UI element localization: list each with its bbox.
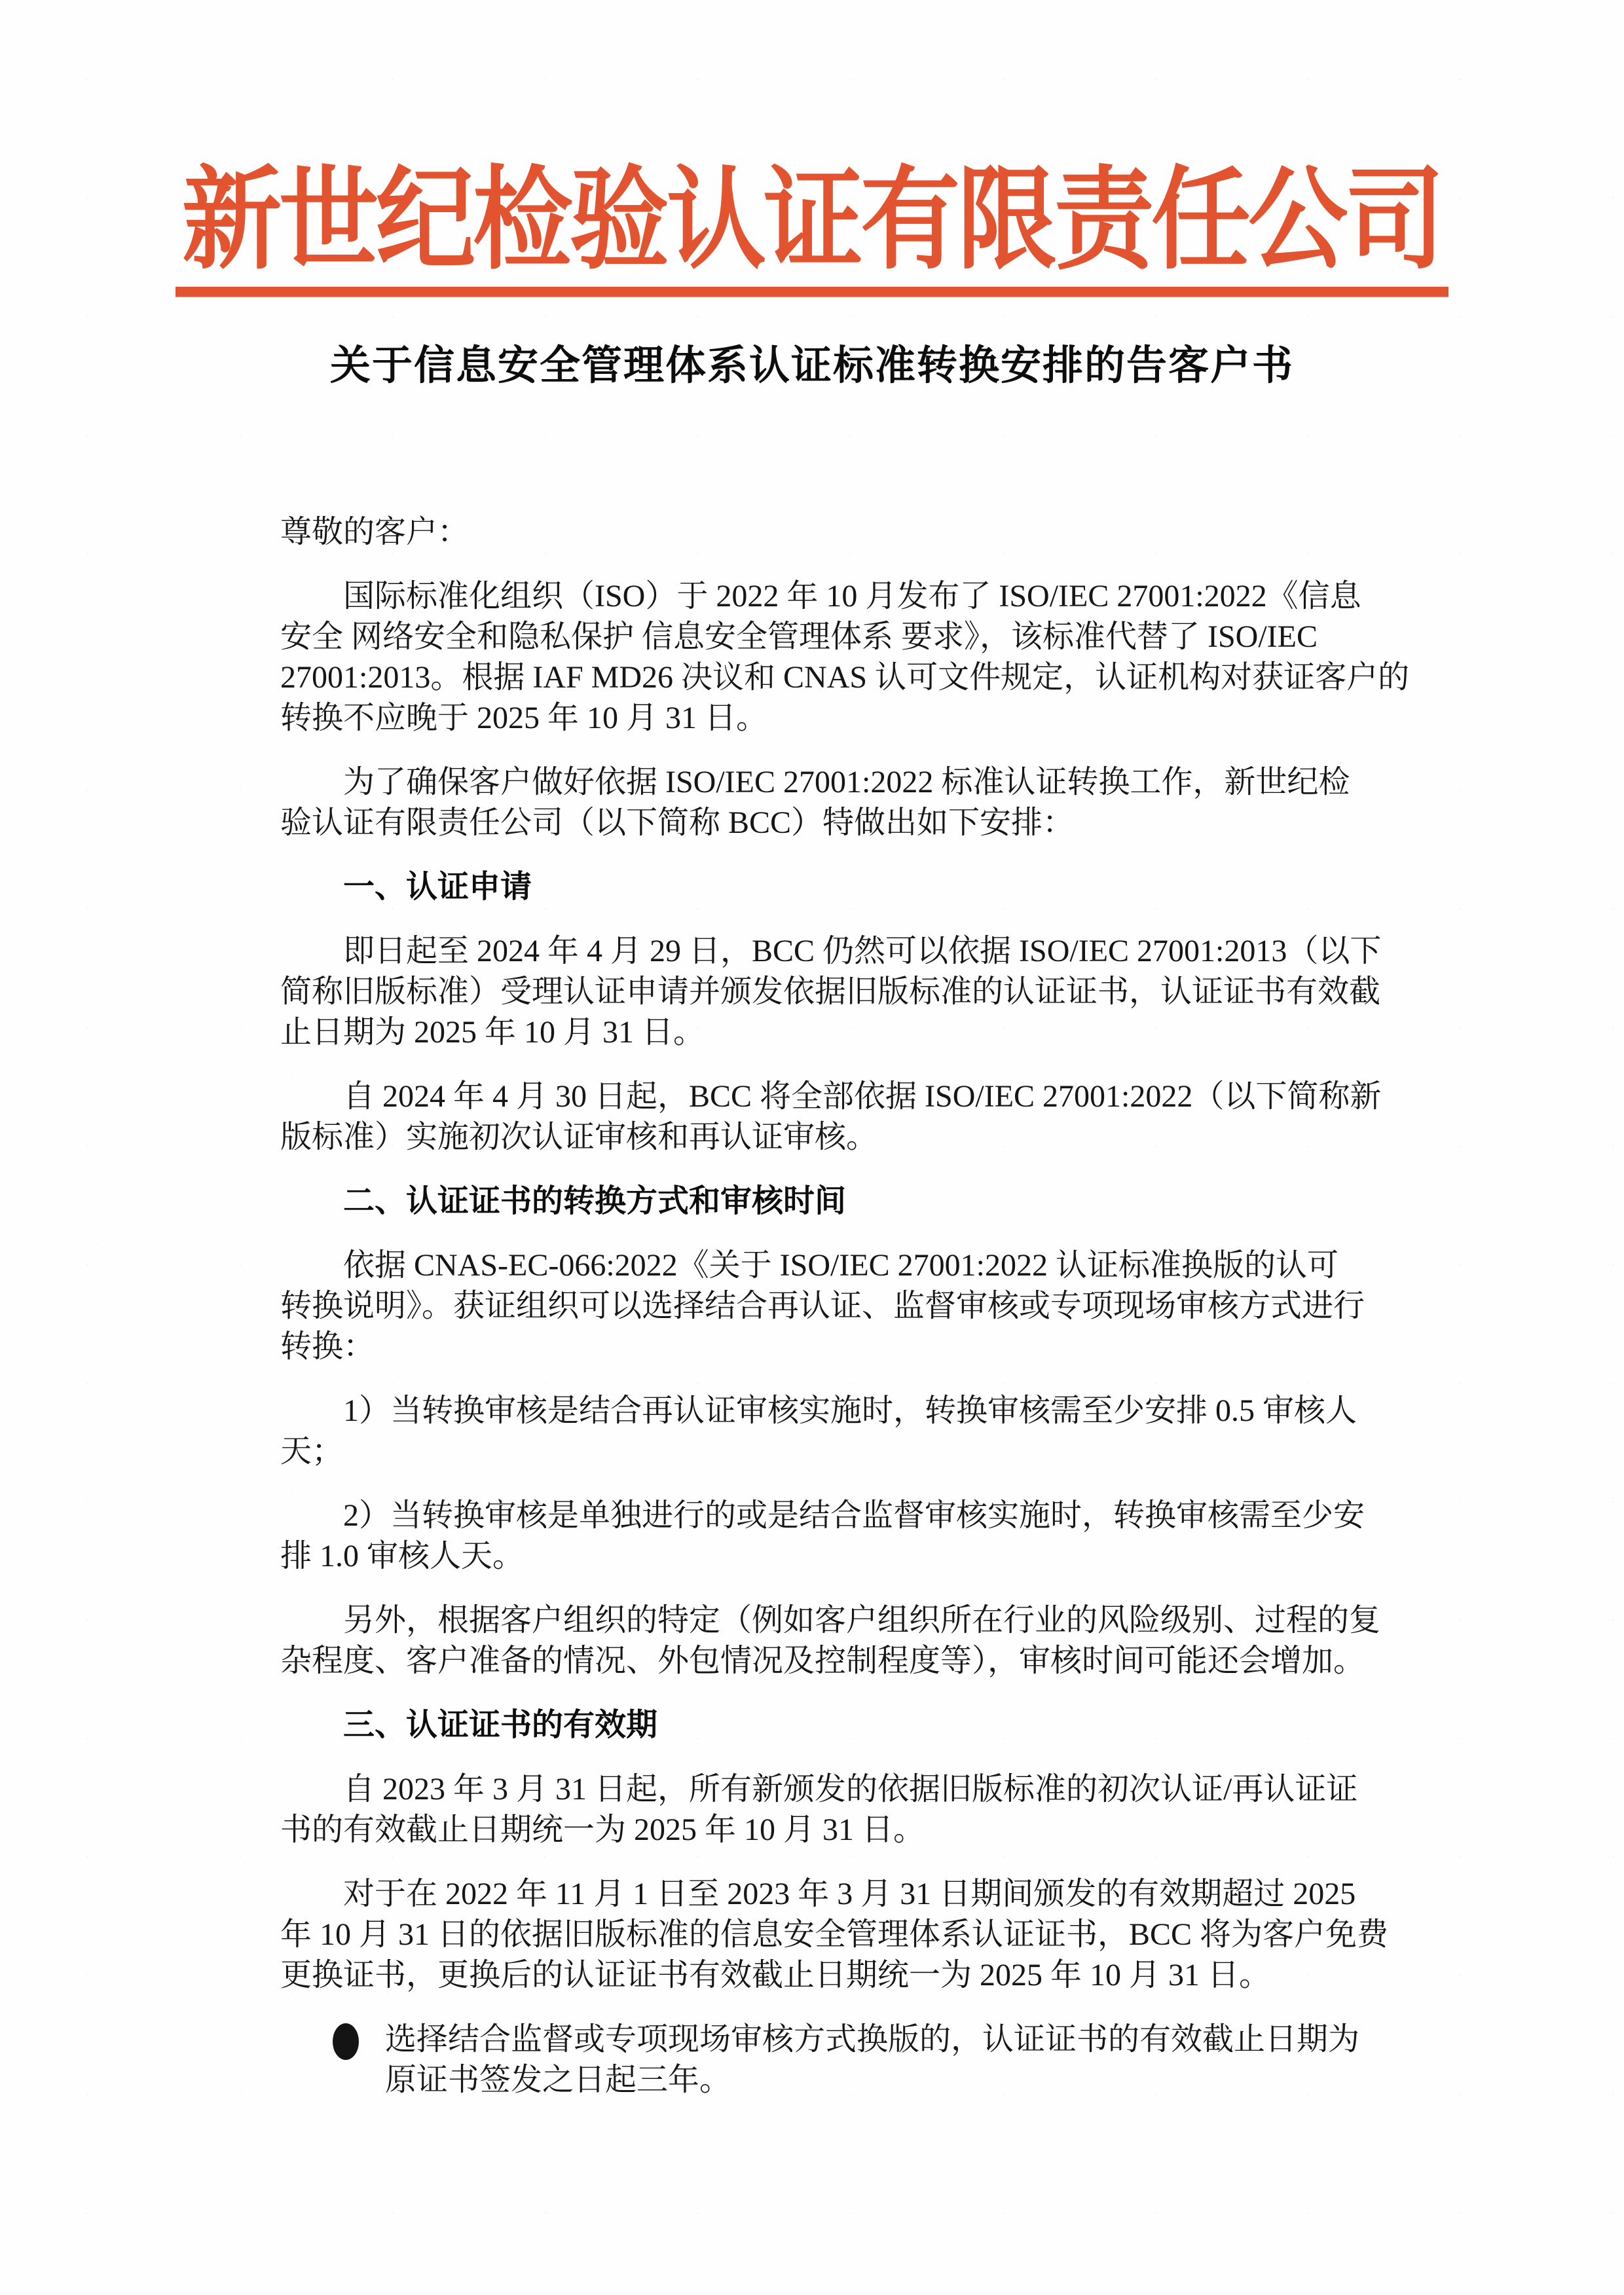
company-masthead xyxy=(0,159,1624,283)
paragraph xyxy=(280,1496,1390,1577)
text-line: 版标准）实施初次认证审核和再认证审核。 xyxy=(280,1120,878,1154)
text-line: 杂程度、客户准备的情况、外包情况及控制程度等），审核时间可能还会增加。 xyxy=(280,1643,1365,1678)
text-line: 排 1.0 审核人天。 xyxy=(280,1539,525,1573)
paragraph xyxy=(280,1769,1390,1850)
paragraph xyxy=(280,931,1390,1053)
bullet-item xyxy=(280,2019,1390,2101)
document-title: 关于信息安全管理体系认证标准转换安排的告客户书 xyxy=(329,343,1294,388)
salutation: 尊敬的客户： xyxy=(280,515,470,549)
company-title-text: 新世纪检验认证有限责任公司 xyxy=(175,165,1449,297)
section-heading xyxy=(280,1705,1390,1746)
text-line: 对于在 2022 年 11 月 1 日至 2023 年 3 月 31 日期间颁发的有效期超过 2025 xyxy=(343,1877,1356,1911)
text-line: 为了确保客户做好依据 ISO/IEC 27001:2022 标准认证转换工作，新世纪检 xyxy=(343,765,1350,799)
paragraph xyxy=(280,1245,1390,1367)
text-line: 书的有效截止日期统一为 2025 年 10 月 31 日。 xyxy=(280,1812,925,1847)
text-line: 另外，根据客户组织的特定（例如客户组织所在行业的风险级别、过程的复 xyxy=(343,1603,1381,1638)
text-line: 简称旧版标准）受理认证申请并颁发依据旧版标准的认证证书，认证证书有效截 xyxy=(280,974,1381,1009)
bullet-marker-icon xyxy=(333,2023,359,2060)
text-line: 二、认证证书的转换方式和审核时间 xyxy=(343,1184,847,1219)
text-line: 自 2023 年 3 月 31 日起，所有新颁发的依据旧版标准的初次认证/再认证证 xyxy=(343,1772,1358,1807)
paragraph xyxy=(280,576,1410,739)
text-line: 年 10 月 31 日的依据旧版标准的信息安全管理体系认证证书，BCC 将为客户免费 xyxy=(280,1917,1389,1952)
text-line: 原证书签发之日起三年。 xyxy=(385,2063,731,2097)
paragraph xyxy=(280,1874,1390,1996)
text-line: 选择结合监督或专项现场审核方式换版的，认证证书的有效截止日期为 xyxy=(385,2022,1360,2057)
section-heading xyxy=(280,1181,1390,1222)
paragraph xyxy=(280,762,1390,843)
text-line: 自 2024 年 4 月 30 日起，BCC 将全部依据 ISO/IEC 27001:2022（以下简称新 xyxy=(343,1079,1382,1114)
text-line: 一、认证申请 xyxy=(343,870,532,904)
paragraph xyxy=(280,1391,1390,1472)
paragraph xyxy=(280,1600,1390,1681)
text-line: 即日起至 2024 年 4 月 29 日，BCC 仍然可以依据 ISO/IEC 27001:2013（以下 xyxy=(343,934,1382,968)
document-body xyxy=(0,512,1624,2101)
text-line: 天； xyxy=(280,1434,344,1469)
text-line: 更换证书，更换后的认证证书有效截止日期统一为 2025 年 10 月 31 日。 xyxy=(280,1958,1271,1992)
paragraph xyxy=(280,1076,1390,1158)
text-line: 安全 网络安全和隐私保护 信息安全管理体系 要求》，该标准代替了 ISO/IEC xyxy=(280,619,1318,654)
text-line: 转换说明》。获证组织可以选择结合再认证、监督审核或专项现场审核方式进行 xyxy=(280,1289,1365,1323)
text-line: 止日期为 2025 年 10 月 31 日。 xyxy=(280,1015,705,1050)
text-line: 三、认证证书的有效期 xyxy=(343,1708,658,1742)
text-line: 验认证有限责任公司（以下简称 BCC）特做出如下安排： xyxy=(280,805,1075,840)
text-line: 1）当转换审核是结合再认证审核实施时，转换审核需至少安排 0.5 审核人 xyxy=(343,1393,1357,1428)
text-line: 转换： xyxy=(280,1329,375,1364)
text-line: 2）当转换审核是单独进行的或是结合监督审核实施时，转换审核需至少安 xyxy=(343,1498,1365,1533)
text-line: 依据 CNAS-EC-066:2022《关于 ISO/IEC 27001:2022 认证标准换版的认可 xyxy=(343,1248,1339,1283)
text-line: 27001:2013。根据 IAF MD26 决议和 CNAS 认可文件规定，认证机构对获证客户的 xyxy=(280,660,1410,695)
text-line: 国际标准化组织（ISO）于 2022 年 10 月发布了 ISO/IEC 27001:2022《信息 xyxy=(343,579,1361,614)
section-heading xyxy=(280,867,1390,908)
text-line: 转换不应晚于 2025 年 10 月 31 日。 xyxy=(280,701,768,735)
